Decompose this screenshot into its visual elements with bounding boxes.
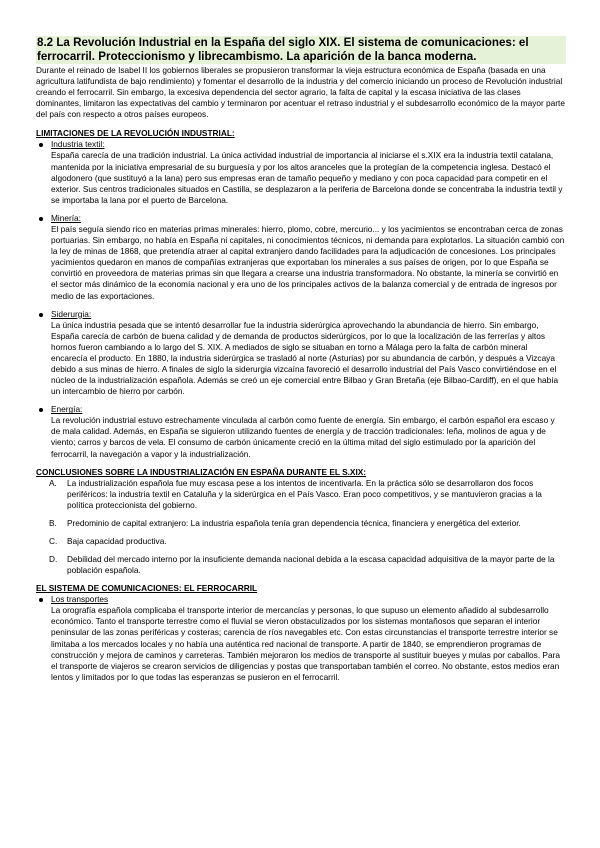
list-item bbox=[36, 309, 566, 398]
list-item bbox=[36, 554, 566, 576]
item-text: La única industria pesada que se intentó desarrollar fue la industria siderúrgica aprovechando la abundancia de hierro. Sin embargo, España carecía de carbón de buena calidad y de demanda de productos siderúrgicos, por lo que la localización de las ferrerías y altos hornos fueron cambiando a lo largo del S. XIX. A mediados de siglo se situaban en torno a Málaga pero la falta de carbón mineral encarecía el producto. En 1880, la industria siderúrgica se trasladó al norte (Asturias) por su abundancia de carbón, y después a Vizcaya debido a sus minas de hierro. A finales de siglo la siderurgia vizcaína favoreció el desarrollo industrial del País Vasco convirtiéndose en el núcleo de la industrialización española. Además se creó un eje comercial entre Bilbao y Gran Bretaña (eje Bilbao-Cardiff), en el que había un intercambio de hierro por carbón. bbox=[51, 319, 559, 397]
list-item bbox=[36, 536, 566, 547]
item-letter: B. bbox=[49, 517, 57, 528]
conclusiones-list bbox=[36, 478, 566, 577]
item-text: La revolución industrial estuvo estrechamente vinculada al carbón como fuente de energía. Sin embargo, el carbón español era escaso y de mala calidad. Además, en España se siguieron utilizando fuentes de energía y de tracción tradicionales: leña, molinos de agua y de viento; carros y barcos de vela. El consumo de carbón únicamente creció en la última mitad del siglo estimulado por la aparición del ferrocarril, la navegación a vapor y la industrialización. bbox=[51, 415, 555, 459]
item-letter: D. bbox=[49, 554, 58, 565]
item-letter: A. bbox=[49, 477, 57, 488]
bullet-icon bbox=[39, 143, 43, 147]
item-text: La orografía española complicaba el transporte interior de mercancías y personas, lo que supuso un elemento añadido al subdesarrollo económico. Tanto el transporte terrestre como el fluvial se vieron obstaculizados por los sistemas montañosos que separan el interior peninsular de las zonas periféricas y costeras; carencia de ríos navegables etc. Con estas circunstancias el transporte terrestre interior se limitaba a los mercados locales y no había una auténtica red nacional de transporte. A partir de 1840, se emprendieron programas de construcción y mejora de caminos y carreteras. También mejoraron los medios de transporte al sustituir bueyes y mulas por caballos. Para el transporte de viajeros se crearon servicios de diligencias y postas que transportaban también el correo. No obstante, estos medios eran lentos y limitados por lo que todas las esperanzas se pusieron en el ferrocarril. bbox=[51, 605, 560, 682]
bullet-icon bbox=[39, 313, 43, 317]
item-heading: Energía: bbox=[51, 404, 83, 415]
intro-paragraph: Durante el reinado de Isabel II los gobiernos liberales se propusieron transformar la vieja estructura económica de España (basada en una agricultura latifundista de bajo rendimiento) y fomentar el desarrollo de la industria y del comercio iniciando un proceso de Revolución industrial creando el ferrocarril. Sin embargo, la excesiva dependencia del sector agrario, la falta de capital y la escasa iniciativa de las clases dominantes, limitaron las expectativas del cambio y terminaron por acentuar el retraso industrial y el subdesarrollo económico de la mayor parte del país con respecto a otros países europeos. bbox=[36, 65, 565, 120]
item-text: Debilidad del mercado interno por la insuficiente demanda nacional debida a la escasa capacidad adquisitiva de la mayor parte de la población española. bbox=[67, 554, 555, 576]
comunicaciones-list bbox=[36, 594, 566, 683]
list-item bbox=[36, 478, 566, 511]
list-item bbox=[36, 404, 566, 459]
item-heading: Industria textil: bbox=[51, 139, 105, 150]
list-item bbox=[36, 594, 566, 683]
item-heading: Minería: bbox=[51, 212, 81, 223]
list-item bbox=[36, 139, 566, 205]
item-text: Predominio de capital extranjero: La industria española tenía gran dependencia técnica, financiera y energética del exterior. bbox=[67, 517, 521, 528]
bullet-icon bbox=[39, 598, 43, 602]
list-item bbox=[36, 213, 566, 302]
section-heading-conclusiones: CONCLUSIONES SOBRE LA INDUSTRIALIZACIÓN EN ESPAÑA DURANTE EL S.XIX: bbox=[36, 466, 367, 477]
section-heading-comunicaciones: EL SISTEMA DE COMUNICACIONES: EL FERROCARRIL bbox=[36, 583, 258, 594]
item-heading: Siderurgia: bbox=[51, 308, 92, 319]
section-heading-limitaciones: LIMITACIONES DE LA REVOLUCIÓN INDUSTRIAL: bbox=[36, 128, 235, 139]
document-title: 8.2 La Revolución Industrial en la España del siglo XIX. El sistema de comunicaciones: el ferrocarril. Proteccionismo y librecambismo. La aparición de la banca moderna. bbox=[37, 36, 529, 63]
limitaciones-list bbox=[36, 139, 566, 459]
bullet-icon bbox=[39, 408, 43, 412]
item-text: El país seguía siendo rico en materias primas minerales: hierro, plomo, cobre, mercurio... y los yacimientos se encontraban cerca de zonas portuarias. Sin embargo, no había en España ni capitales, ni conocimientos técnicos, ni demanda para explotarlos. La situación cambió con la ley de minas de 1868, que pretendía atraer al capital extranjero dando facilidades para la adjudicación de concesiones. Los principales yacimientos quedaron en manos de compañías extranjeras que exportaban los minerales a sus países de origen, por lo que España se convirtió en proveedora de materias primas sin que llegara a crearse una industria transformadora. No obstante, la minería se convirtió en el sector más dinámico de la economía nacional y era uno de los principales activos de la balanza comercial y de entrada de ingresos por medio de las exportaciones. bbox=[51, 223, 565, 301]
title-highlight bbox=[36, 36, 566, 64]
list-item bbox=[36, 518, 566, 529]
item-letter: C. bbox=[49, 536, 58, 546]
item-text: España carecía de una tradición industrial. La única actividad industrial de importancia al iniciarse el s.XIX era la industria textil catalana, mantenida por la iniciativa empresarial de su burguesía y por los altos aranceles que la protegían de la competencia inglesa. Destacó el algodonero (que sustituyó a la lana) pero sus empresas eran de tamaño pequeño y mediano y con poca capacidad para competir en el exterior. Sus centros tradicionales situados en Castilla, se desplazaron a la periferia de Barcelona donde se concentraba la industria textil y se importaba la lana por el puerto de Barcelona. bbox=[51, 150, 563, 205]
item-text: La industrialización española fue muy escasa pese a los intentos de incentivarla. En la práctica sólo se desarrollaron dos focos periféricos: la industria textil en Cataluña y la siderúrgica en el País Vasco. Eran poco competitivos, y se mantuvieron gracias a la política proteccionista del gobierno. bbox=[67, 477, 542, 510]
item-text: Baja capacidad productiva. bbox=[67, 536, 167, 546]
bullet-icon bbox=[39, 217, 43, 221]
item-heading: Los transportes bbox=[51, 594, 109, 605]
